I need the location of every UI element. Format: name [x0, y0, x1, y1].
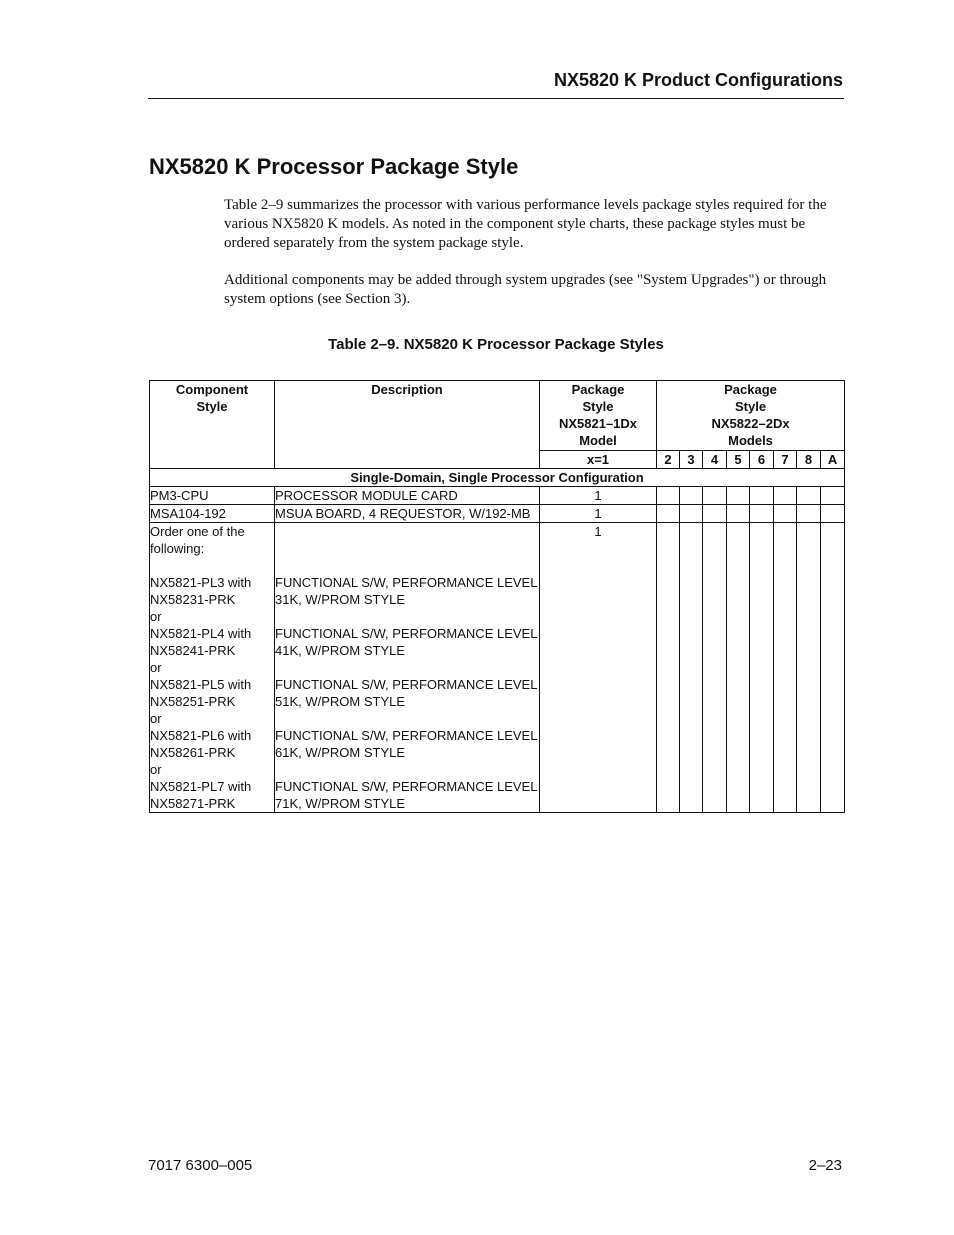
- qty-cell: 1: [540, 487, 657, 505]
- model-2-header: 2: [657, 451, 680, 469]
- order-component-cell: Order one of the following: NX5821-PL3 with NX58231-PRK or NX5821-PL4 with NX58241-PRK or NX5821-PL5 with NX58251-PRK or NX5821-PL6 with NX58261-PRK or NX5821-PL7 with NX58271-PRK: [150, 523, 275, 813]
- description-cell: PROCESSOR MODULE CARD: [275, 487, 540, 505]
- description-header: Description: [275, 381, 540, 469]
- component-style-header: Component Style: [150, 381, 275, 469]
- table-caption: Table 2–9. NX5820 K Processor Package Styles: [328, 336, 664, 353]
- package-style-2dx-header: Package Style NX5822–2Dx Models: [657, 381, 845, 451]
- subheading-row: [150, 469, 845, 487]
- qty-cell: 1: [540, 505, 657, 523]
- running-head: NX5820 K Product Configurations: [553, 70, 843, 90]
- configuration-subheading: Single-Domain, Single Processor Configuration: [150, 469, 845, 487]
- model-4-header: 4: [703, 451, 727, 469]
- order-block-row: [150, 523, 845, 813]
- intro-paragraph: Table 2–9 summarizes the processor with various performance levels package styles required for the various NX5820 K models. As noted in the component style charts, these package styles must be ordered separately from the system package style.: [224, 197, 827, 251]
- model-7-header: 7: [774, 451, 797, 469]
- model-8-header: 8: [797, 451, 821, 469]
- order-description-cell: FUNCTIONAL S/W, PERFORMANCE LEVEL 31K, W/PROM STYLE FUNCTIONAL S/W, PERFORMANCE LEVEL 41K, W/PROM STYLE FUNCTIONAL S/W, PERFORMANCE LEVEL 51K, W/PROM STYLE FUNCTIONAL S/W, PERFORMANCE LEVEL 61K, W/PROM STYLE FUNCTIONAL S/W, PERFORMANCE LEVEL 71K, W/PROM STYLE: [275, 523, 540, 813]
- page-number: 2–23: [808, 1157, 842, 1174]
- table-row: [150, 487, 845, 505]
- component-cell: MSA104-192: [150, 505, 275, 523]
- package-style-1dx-header: Package Style NX5821–1Dx Model: [540, 381, 657, 451]
- model-5-header: 5: [727, 451, 750, 469]
- package-styles-table: [149, 380, 845, 813]
- upgrade-paragraph: Additional components may be added through system upgrades (see "System Upgrades") or through system options (see Section 3).: [224, 272, 827, 307]
- table-row: [150, 505, 845, 523]
- document-number: 7017 6300–005: [148, 1157, 253, 1174]
- model-a-header: A: [821, 451, 845, 469]
- header-row: [150, 381, 845, 451]
- qty-cell: 1: [540, 523, 657, 813]
- model-3-header: 3: [680, 451, 703, 469]
- description-cell: MSUA BOARD, 4 REQUESTOR, W/192-MB: [275, 505, 540, 523]
- section-title: NX5820 K Processor Package Style: [149, 154, 519, 179]
- model-6-header: 6: [750, 451, 774, 469]
- header-rule: [148, 98, 844, 99]
- x1-header: x=1: [540, 451, 657, 469]
- component-cell: PM3-CPU: [150, 487, 275, 505]
